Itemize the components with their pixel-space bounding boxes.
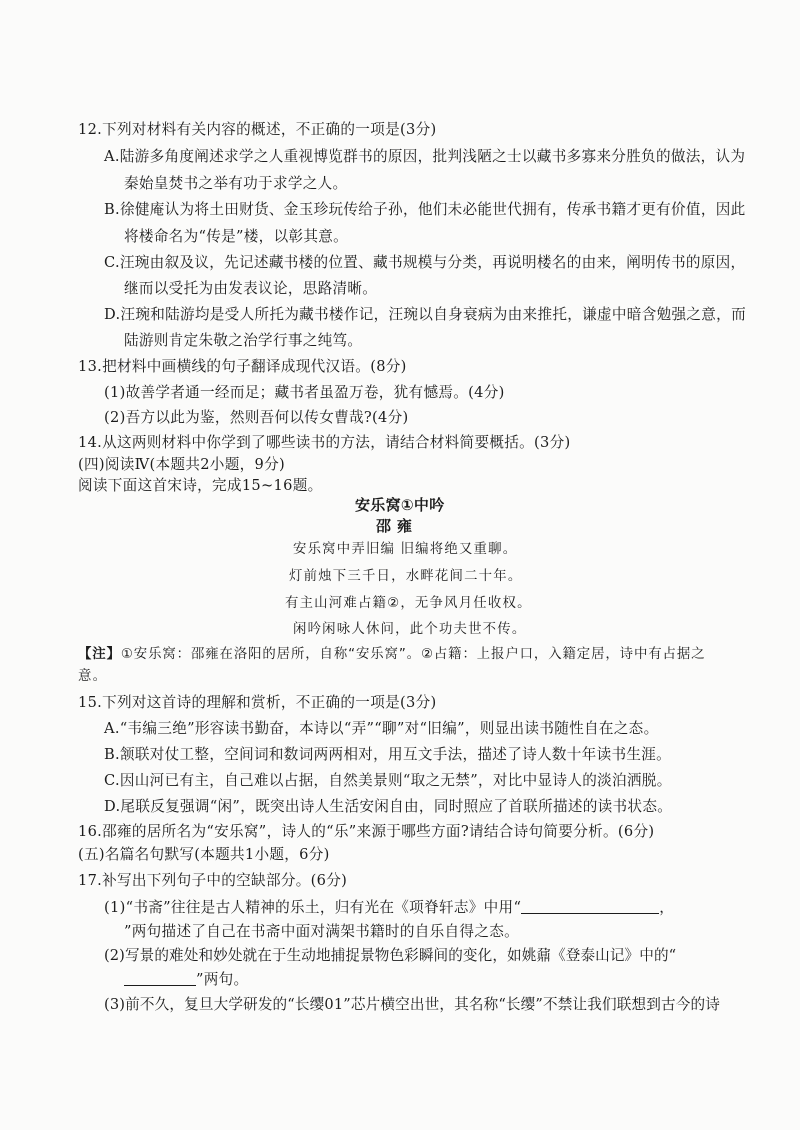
q12-option-a: A.陆游多角度阐述求学之人重视博览群书的原因，批判浅陋之士以藏书多寡来分胜负的做法，认为	[104, 148, 746, 165]
q15-stem: 15.下列对这首诗的理解和赏析，不正确的一项是(3分)	[78, 694, 437, 711]
poem-note-cont: 意。	[78, 669, 108, 684]
q17-part-1-text: (1)“书斋”往往是古人精神的乐土，归有光在《项脊轩志》中用“	[104, 899, 522, 916]
answer-blank-2[interactable]	[124, 971, 196, 986]
q12-option-b-cont: 将楼命名为“传是”楼，以彰其意。	[124, 228, 349, 245]
poem-line-4: 闲吟闲咏人休问，此个功夫世不传。	[293, 622, 527, 637]
q15-option-c: C.因山河已有主，自己难以占据，自然美景则“取之无禁”，对比中显诗人的淡泊洒脱。	[104, 772, 672, 789]
q17-part-3: (3)前不久，复旦大学研发的“长缨01”芯片横空出世，其名称“长缨”不禁让我们联想到古今的诗	[104, 996, 720, 1013]
section4-intro: 阅读下面这首宋诗，完成15~16题。	[78, 477, 323, 494]
q17-part-2-cont-text: ”两句。	[196, 971, 249, 988]
section5-header: (五)名篇名句默写(本题共1小题，6分)	[78, 846, 330, 863]
q12-option-c: C.汪琬由叙及议，先记述藏书楼的位置、藏书规模与分类，再说明楼名的由来，阐明传书的原因，	[104, 254, 746, 271]
q17-stem: 17.补写出下列句子中的空缺部分。(6分)	[78, 872, 348, 889]
q17-part-2-cont	[124, 970, 248, 990]
q12-option-b: B.徐健庵认为将土田财货、金玉珍玩传给子孙，他们未必能世代拥有，传承书籍才更有价值，因此	[104, 201, 746, 218]
q12-option-d: D.汪琬和陆游均是受人所托为藏书楼作记，汪琬以自身衰病为由来推托，谦虚中暗含勉强之意，而	[104, 306, 746, 323]
q17-part-1-cont-text: ”两句描述了自己在书斋中面对满架书籍时的自乐自得之态。	[124, 923, 520, 940]
q15-option-a: A.“韦编三绝”形容读书勤奋，本诗以“弄”“聊”对“旧编”，则显出读书随性自在之态。	[104, 720, 659, 737]
q17-part-1-comma: ，	[659, 899, 675, 916]
q15-option-d: D.尾联反复强调“闲”，既突出诗人生活安闲自由，同时照应了首联所描述的读书状态。	[104, 798, 673, 815]
poem-note-label: 【注】	[78, 647, 121, 662]
q14-stem: 14.从这两则材料中你学到了哪些读书的方法，请结合材料简要概括。(3分)	[78, 434, 571, 451]
poem-author: 邵 雍	[376, 517, 413, 535]
q17-part-1-cont	[124, 922, 519, 942]
q12-option-c-cont: 继而以受托为由发表议论，思路清晰。	[124, 280, 378, 297]
q15-option-b: B.颔联对仗工整，空间词和数词两两相对，用互文手法，描述了诗人数十年读书生涯。	[104, 746, 672, 763]
q12-option-a-cont: 秦始皇焚书之举有功于求学之人。	[124, 175, 348, 192]
q13-sentence-1: (1)故善学者通一经而足；藏书者虽盈万卷，犹有憾焉。(4分)	[104, 384, 505, 401]
q13-sentence-2: (2)吾方以此为鉴，然则吾何以传女曹哉?(4分)	[104, 409, 409, 426]
q13-stem: 13.把材料中画横线的句子翻译成现代汉语。(8分)	[78, 358, 407, 375]
section4-header: (四)阅读Ⅳ(本题共2小题，9分)	[78, 456, 285, 473]
q12-stem: 12.下列对材料有关内容的概述，不正确的一项是(3分)	[78, 121, 437, 138]
answer-blank-1[interactable]	[521, 899, 659, 914]
poem-note-text: ①安乐窝：邵雍在洛阳的居所，自称“安乐窝”。②占籍：上报户口，入籍定居，诗中有占据之	[120, 647, 706, 662]
poem-line-1: 安乐窝中弄旧编 旧编将绝又重聊。	[293, 542, 518, 557]
poem-line-3: 有主山河难占籍②，无争风月任收权。	[285, 596, 532, 611]
poem-note	[78, 645, 705, 665]
q17-part-2: (2)写景的难处和妙处就在于生动地捕捉景物色彩瞬间的变化，如姚鼐《登泰山记》中的“	[104, 947, 677, 964]
q16-stem: 16.邵雍的居所名为“安乐窝”，诗人的“乐”来源于哪些方面?请结合诗句简要分析。(6分)	[78, 823, 655, 840]
poem-title: 安乐窝①中吟	[355, 496, 445, 514]
poem-line-2: 灯前烛下三千日，水畔花间二十年。	[289, 569, 523, 584]
q12-option-d-cont: 陆游则肯定朱敬之治学行事之纯笃。	[124, 332, 363, 349]
q17-part-1	[104, 898, 674, 918]
